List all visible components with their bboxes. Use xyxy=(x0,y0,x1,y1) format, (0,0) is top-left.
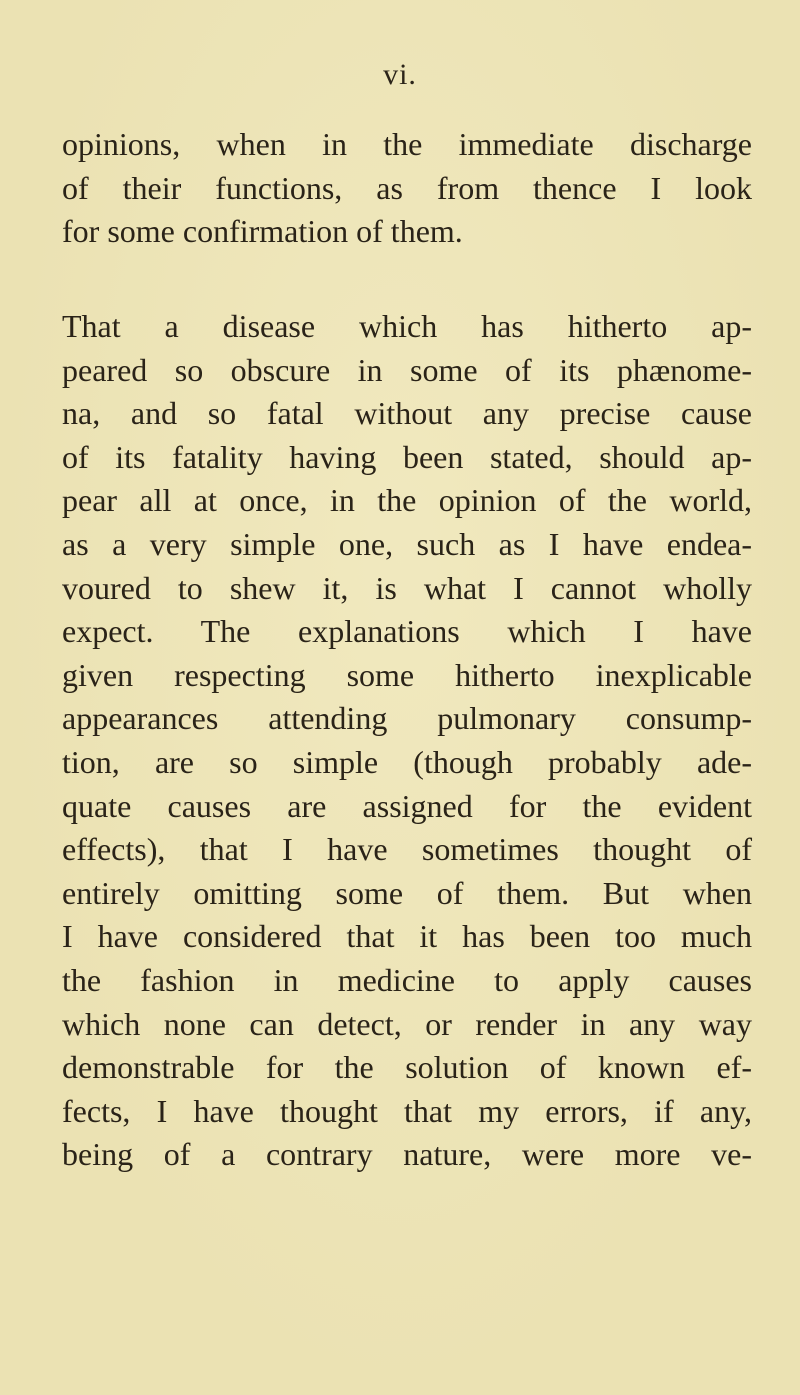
text-line: quate causes are assigned for the evident xyxy=(62,787,752,824)
page-number: vi. xyxy=(383,58,417,91)
text-line: for some confirmation of them. xyxy=(62,213,463,250)
text-line: That a disease which has hitherto ap- xyxy=(62,308,752,344)
text-line: of their functions, as from thence I look xyxy=(62,169,752,206)
text-line: I have considered that it has been too much xyxy=(62,918,752,955)
text-line: which none can detect, or render in any way xyxy=(62,1005,752,1042)
text-line: given respecting some hitherto inexplicable xyxy=(62,656,752,693)
text-line: effects), that I have sometimes thought of xyxy=(62,831,752,868)
text-line: the fashion in medicine to apply causes xyxy=(62,961,752,998)
text-line: expect. The explanations which I have xyxy=(62,613,752,650)
text-line: na, and so fatal without any precise cause xyxy=(62,395,752,432)
text-line: appearances attending pulmonary consump- xyxy=(62,700,752,737)
text-line: as a very simple one, such as I have endea- xyxy=(62,525,752,562)
text-line: entirely omitting some of them. But when xyxy=(62,874,752,911)
text-line: peared so obscure in some of its phænome- xyxy=(62,351,752,388)
text-line: of its fatality having been stated, should ap- xyxy=(62,438,752,475)
text-line: demonstrable for the solution of known ef- xyxy=(62,1049,752,1086)
paragraph-1 xyxy=(62,123,752,254)
paragraph-2 xyxy=(62,305,752,1177)
text-line: being of a contrary nature, were more ve- xyxy=(62,1136,752,1173)
text-line: pear all at once, in the opinion of the world, xyxy=(62,482,752,519)
text-line: voured to shew it, is what I cannot wholly xyxy=(62,569,752,606)
text-line: opinions, when in the immediate discharge xyxy=(62,126,752,162)
text-line: tion, are so simple (though probably ade- xyxy=(62,743,752,780)
text-line: fects, I have thought that my errors, if any, xyxy=(62,1092,752,1129)
